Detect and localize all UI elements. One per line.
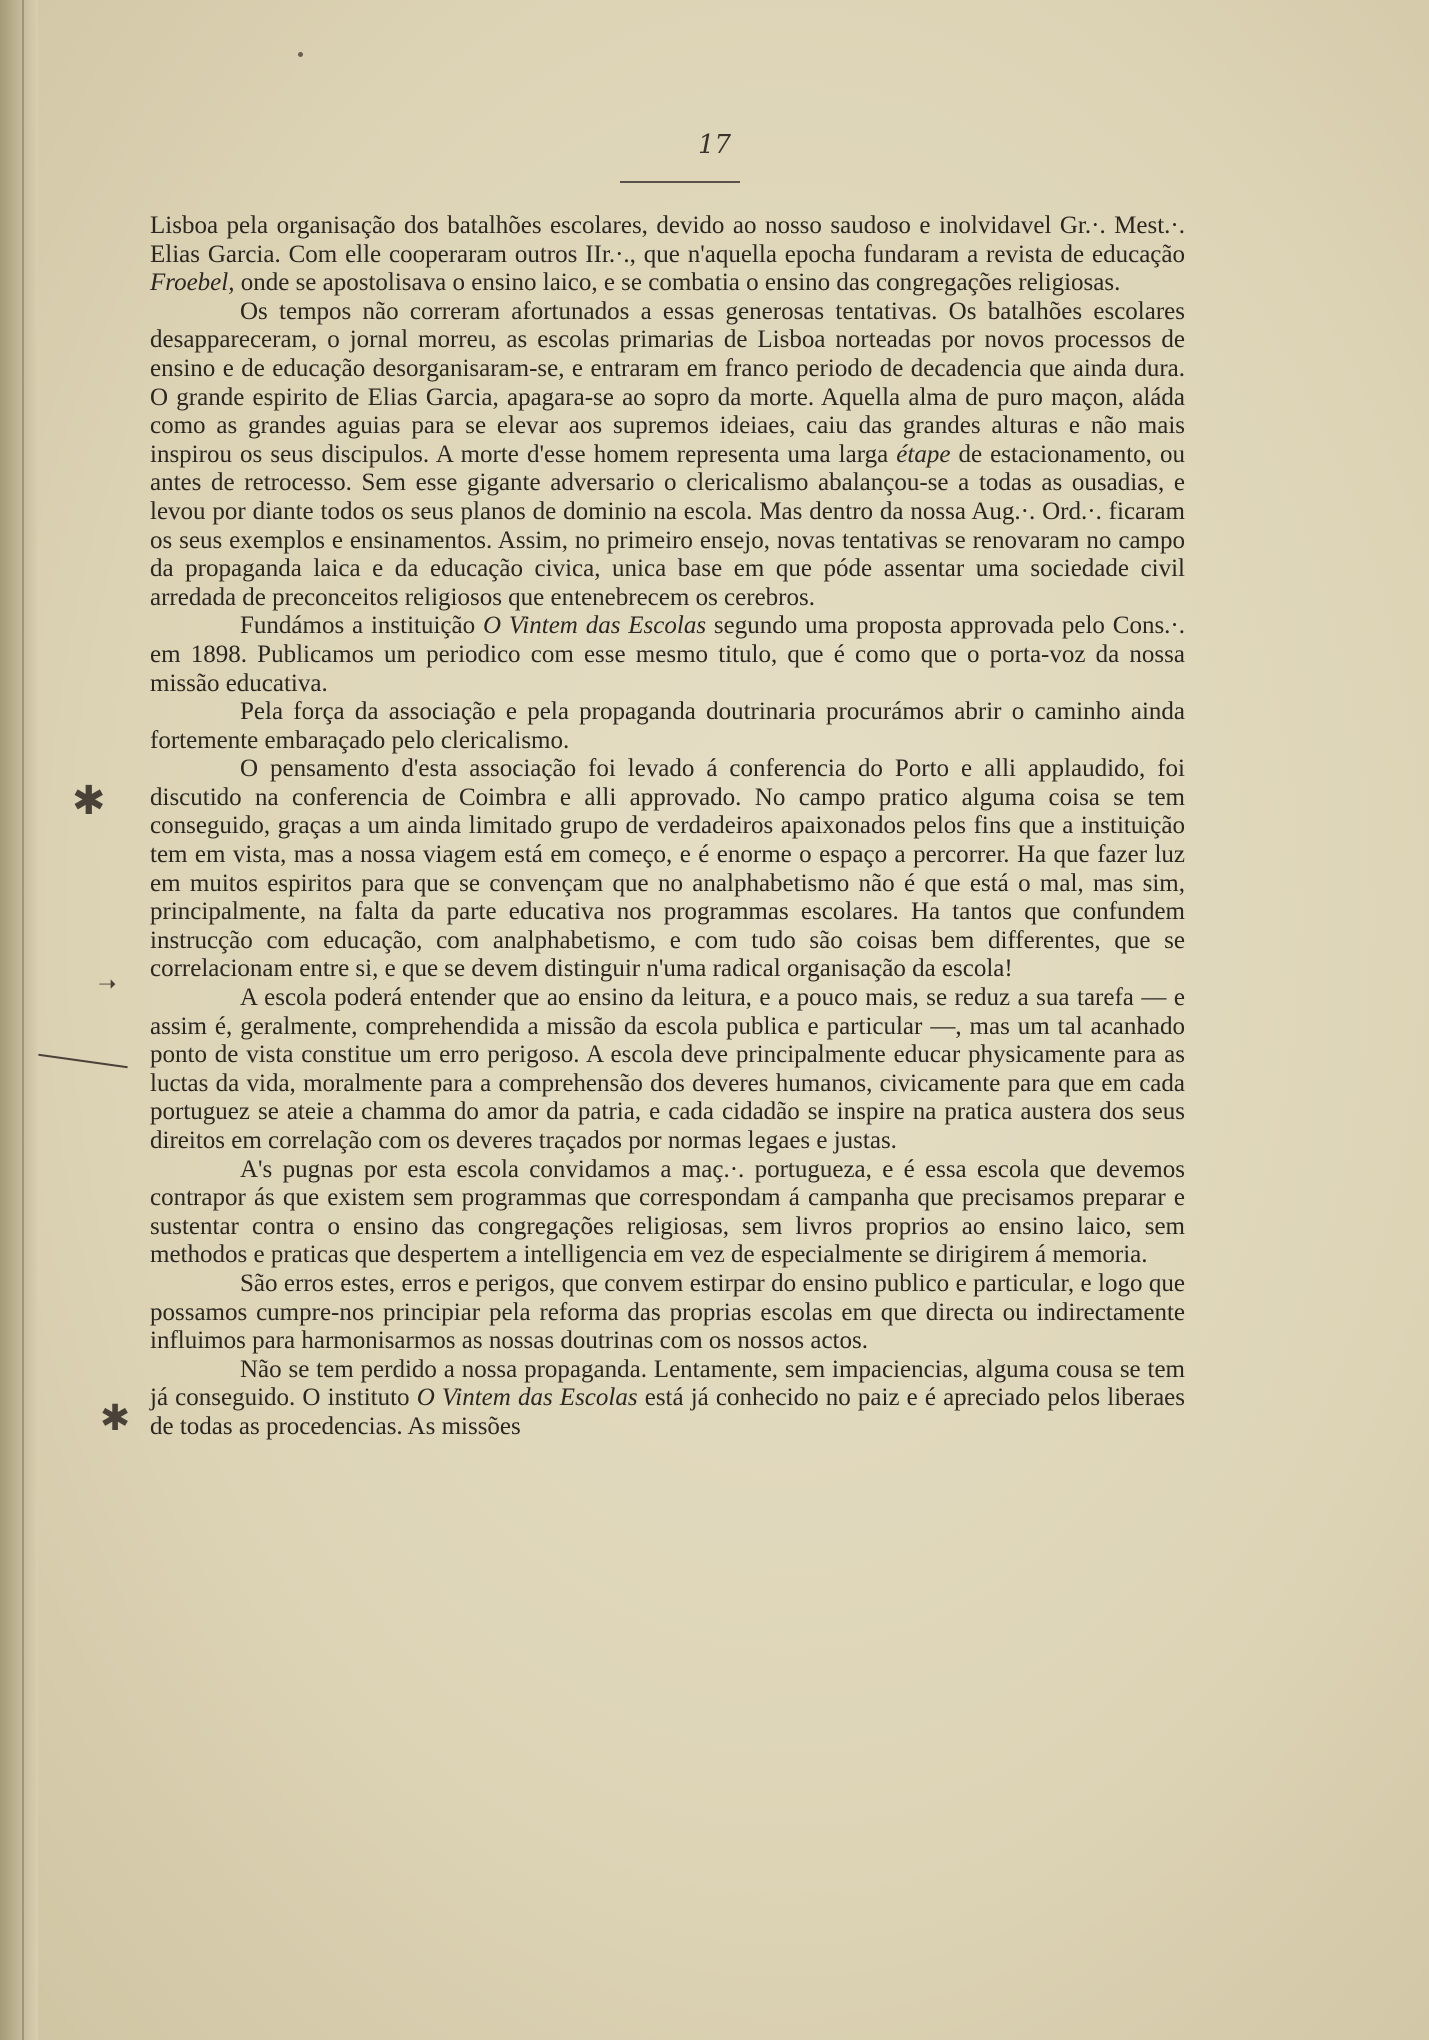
paragraph-text: Não se tem perdido a nossa propaganda. Lentamente, sem impaciencias, alguma cousa se tem já conseguido. O instituto: [150, 1355, 1185, 1412]
margin-pencil-mark-icon: ✱: [72, 778, 106, 824]
paragraph-text: Os tempos não correram afortunados a essas generosas tentativas. Os batalhões escolares desappareceram, o jornal morreu, as escolas primarias de Lisboa norteadas por novos processos de ensino e de educação desorganisaram-se, e entraram em franco periodo de decadencia que ainda dura. O grande espirito de Elias Garcia, apagara-se ao sopro da morte. Aquella alma de puro maçon, aláda como as grandes aguias para se elevar aos supremos ideiaes, caiu das grandes alturas e não mais inspirou os seus discipulos. A morte d'esse homem representa uma larga: [150, 297, 1185, 468]
paragraph-text: segundo uma proposta approvada pelo Cons.·. em 1898. Publicamos um periodico com esse mesmo titulo, que é como que o porta-voz da nossa missão educativa.: [150, 612, 1185, 697]
italic-text: O Vintem das Escolas: [416, 1384, 638, 1412]
paragraph: [150, 698, 1185, 755]
italic-text: étape: [896, 440, 951, 468]
margin-pencil-mark-icon: ✱: [100, 1398, 131, 1439]
paragraph: [150, 1356, 1185, 1442]
paragraph-text: A escola poderá entender que ao ensino da leitura, e a pouco mais, se reduz a sua tarefa — e assim é, geralmente, comprehendida a missão da escola publica e particular —, mas um tal acanhado ponto de vista constitue um erro perigoso. A escola deve principalmente educar physicamente para as luctas da vida, moralmente para a comprehensão dos deveres humanos, civicamente para que em cada portuguez se ateie a chamma do amor da patria, e cada cidadão se inspire na pratica austera dos seus direitos em correlação com os deveres traçados por normas legaes e justas.: [150, 984, 1185, 1154]
paragraph: [150, 612, 1185, 698]
body-text: [150, 212, 1185, 1442]
paragraph-text: O pensamento d'esta associação foi levado á conferencia do Porto e alli applaudido, foi discutido na conferencia de Coimbra e alli approvado. No campo pratico alguma coisa se tem conseguido, graças a um ainda limitado grupo de verdadeiros apaixonados pelos fins que a instituição tem em vista, mas a nossa viagem está em começo, e é enorme o espaço a percorrer. Ha que fazer luz em muitos espiritos para que se convençam que no analphabetismo não é que está o mal, mas sim, principalmente, na falta da parte educativa nos programmas escolares. Ha tantos que confundem instrucção com educação, com analphabetismo, e com tudo são coisas bem differentes, que se correlacionam entre si, e que se devem distinguir n'uma radical organisação da escola!: [150, 755, 1185, 983]
margin-arrow-icon: ➝: [98, 972, 117, 997]
page-number: 17: [697, 130, 732, 160]
paragraph: [150, 1156, 1185, 1270]
paragraph-text: A's pugnas por esta escola convidamos a maç.·. portugueza, e é essa escola que devemos contrapor ás que existem sem programmas que correspondam á campanha que precisamos preparar e sustentar contra o ensino das congregações religiosas, sem livros proprios ao ensino laico, sem methodos e praticas que despertem a intelligencia em vez de especialmente se dirigirem á memoria.: [150, 1155, 1185, 1269]
paragraph: [150, 212, 1185, 298]
paragraph-text: está já conhecido no paiz e é apreciado pelos liberaes de todas as procedencias. As missões: [150, 1384, 1186, 1440]
header-rule: [620, 181, 740, 183]
paragraph-text: onde se apostolisava o ensino laico, e se combatia o ensino das congregações religiosas.: [234, 269, 1121, 297]
paragraph-text: de estacionamento, ou antes de retrocesso. Sem esse gigante adversario o clericalismo abalançou-se a todas as ousadias, e levou por diante todos os seus planos de dominio na escola. Mas dentro da nossa Aug.·. Ord.·. ficaram os seus exemplos e ensinamentos. Assim, no primeiro ensejo, novas tentativas se renovaram no campo da propaganda laica e da educação civica, unica base em que póde assentar uma sociedade civil arredada de preconceitos religiosos que entenebrecem os cerebros.: [150, 440, 1186, 611]
italic-text: Froebel,: [150, 269, 235, 297]
paragraph-text: Fundámos a instituição: [240, 612, 483, 640]
book-spine-shadow: [0, 0, 38, 2040]
ink-speck: [298, 52, 303, 57]
paragraph-text: São erros estes, erros e perigos, que convem estirpar do ensino publico e particular, e logo que possamos cumpre-nos principiar pela reforma das proprias escolas em que directa ou indirectamente influimos para harmonisarmos as nossas doutrinas com os nossos actos.: [150, 1269, 1185, 1355]
paragraph: [150, 298, 1185, 613]
paragraph: [150, 1270, 1185, 1356]
paragraph-text: Lisboa pela organisação dos batalhões escolares, devido ao nosso saudoso e inolvidavel Gr.·. Mest.·. Elias Garcia. Com elle cooperaram outros IIr.·., que n'aquella epocha fundaram a revista de educação: [150, 212, 1185, 268]
italic-text: O Vintem das Escolas: [482, 612, 707, 640]
paragraph-text: Pela força da associação e pela propaganda doutrinaria procurámos abrir o caminho ainda fortemente embaraçado pelo clericalismo.: [150, 698, 1185, 754]
paragraph: [150, 755, 1185, 984]
paragraph: [150, 984, 1185, 1156]
spine-crease: [22, 0, 24, 2040]
